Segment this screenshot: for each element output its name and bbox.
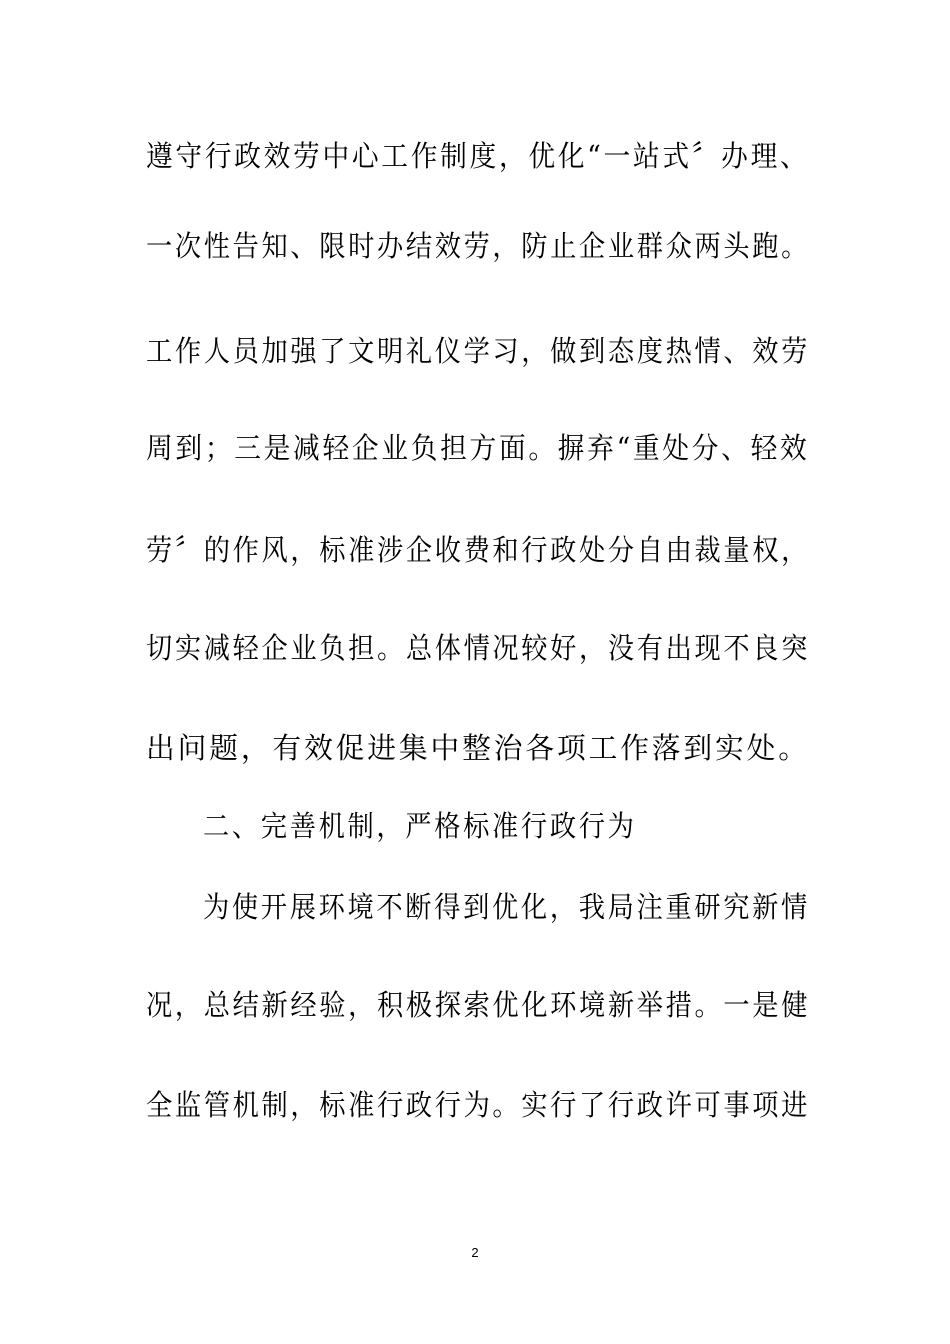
body-text-line: 出问题，有效促进集中整治各项工作落到实处。	[146, 731, 810, 765]
body-text-line: 周到；三是减轻企业负担方面。摒弃“重处分、轻效	[146, 431, 810, 465]
body-text-line: 全监管机制，标准行政行为。实行了行政许可事项进	[146, 1088, 811, 1122]
body-text-line: 为使开展环境不断得到优化，我局注重研究新情	[203, 890, 810, 924]
body-text-line: 况，总结新经验，积极探索优化环境新举措。一是健	[146, 988, 811, 1022]
body-text-line: 一次性告知、限时办结效劳，防止企业群众两头跑。	[146, 229, 811, 263]
page-number: 2	[471, 1245, 479, 1260]
section-heading: 二、完善机制，严格标准行政行为	[203, 809, 637, 843]
body-text-line: 工作人员加强了文明礼仪学习，做到态度热情、效劳	[146, 334, 811, 368]
body-text-line: 遵守行政效劳中心工作制度，优化“一站式〞办理、	[146, 139, 810, 173]
body-text-line: 切实减轻企业负担。总体情况较好，没有出现不良突	[146, 631, 811, 665]
body-text-line: 劳〞的作风，标准涉企收费和行政处分自由裁量权，	[146, 533, 811, 567]
